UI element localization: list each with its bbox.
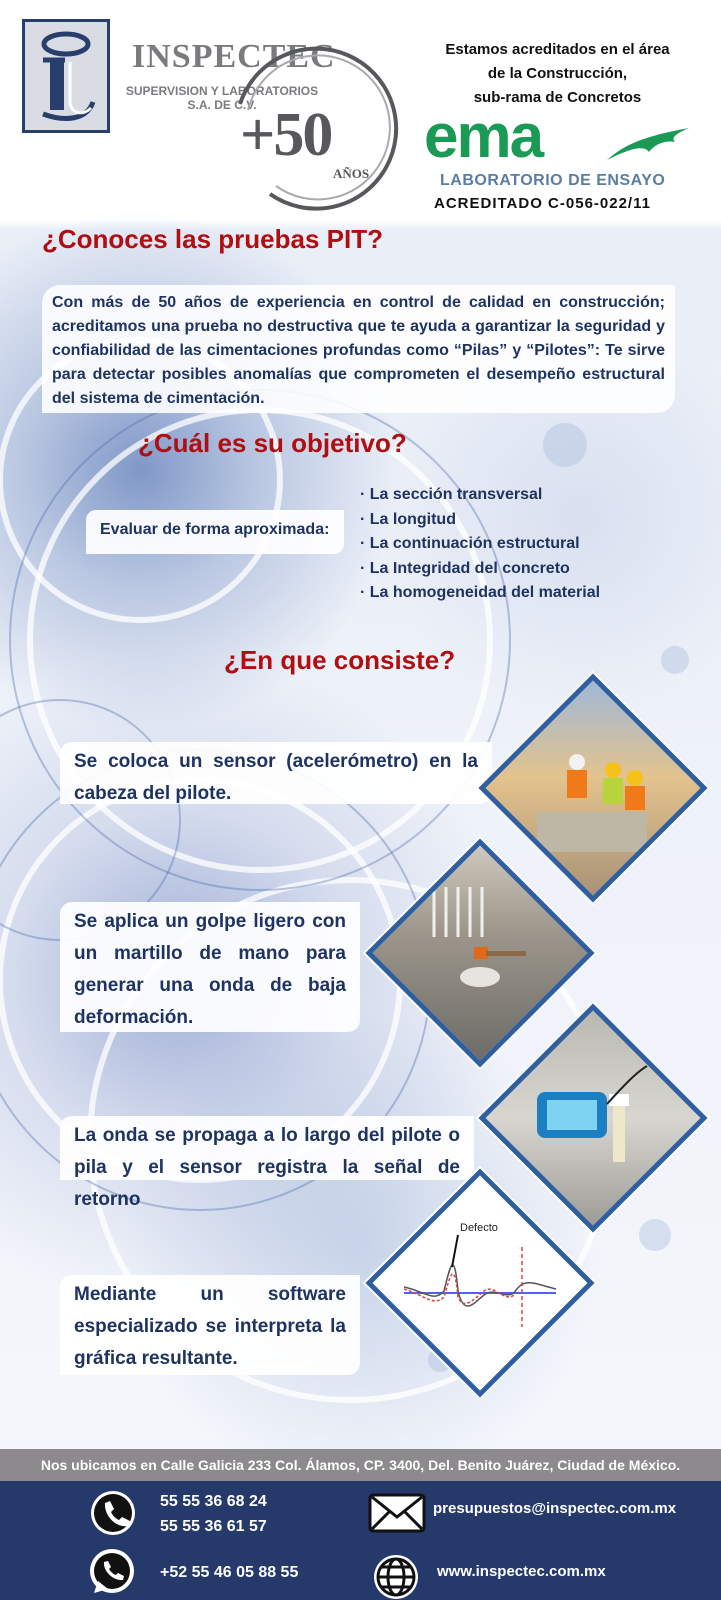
mail-icon	[368, 1493, 426, 1533]
process-title: ¿En que consiste?	[224, 645, 456, 675]
email-link[interactable]: presupuestos@inspectec.com.mx	[433, 1500, 677, 1517]
ema-eagle-icon	[605, 124, 691, 164]
list-item: · La continuación estructural	[360, 535, 580, 552]
globe-icon	[372, 1553, 420, 1600]
website-link[interactable]: www.inspectec.com.mx	[437, 1563, 606, 1580]
phone-number-1[interactable]: 55 55 36 68 24	[160, 1493, 267, 1510]
objective-list	[360, 483, 600, 606]
anniversary-word: AÑOS	[333, 166, 370, 181]
ema-logo: ema	[424, 102, 543, 171]
photo-workers-sensor	[478, 673, 707, 902]
workers-illustration	[486, 681, 701, 896]
list-item: · La sección transversal	[360, 486, 543, 503]
phone-number-2[interactable]: 55 55 36 61 57	[160, 1518, 267, 1535]
photo-pit-device	[478, 1003, 707, 1232]
ema-lab: LABORATORIO DE ENSAYO	[440, 172, 666, 189]
accreditation-line-1: Estamos acreditados en el área	[445, 41, 670, 58]
intro-text: Con más de 50 años de experiencia en control de calidad en construcción; acreditamos una prueba no destructiva que te ayuda a garantizar la seguridad y confiabilidad de las cimentaciones profundas como “Pilas” y “Pilotes”: Te sirve para detectar posibles anomalías que comprometen el desempeño estructural del sistema de cimentación.	[52, 294, 665, 407]
brand-subtitle-line-2: S.A. DE C.V.	[187, 98, 257, 112]
inspectec-logo-mark	[25, 22, 107, 130]
process-step-4	[60, 1275, 360, 1375]
graph-defect-label: Defecto	[460, 1222, 498, 1234]
whatsapp-number[interactable]: +52 55 46 05 88 55	[160, 1564, 299, 1581]
hammer-illustration	[373, 846, 588, 1061]
process-step-text: Se aplica un golpe ligero con un martillo de mano para generar una onda de baja deformación.	[74, 911, 346, 1028]
list-item: · La longitud	[360, 510, 456, 528]
whatsapp-icon	[87, 1547, 137, 1597]
process-step-1	[60, 742, 492, 804]
intro-title: ¿Conoces las pruebas PIT?	[42, 224, 383, 254]
accreditation-line-3: sub-rama de Concretos	[473, 89, 642, 106]
brand-subtitle-line-1: SUPERVISION Y LABORATORIOS	[125, 84, 319, 98]
intro-box	[42, 285, 675, 413]
address-bar: Nos ubicamos en Calle Galicia 233 Col. Álamos, CP. 3400, Del. Benito Juárez, Ciudad de México.	[0, 1449, 721, 1481]
process-step-text: Mediante un software especializado se interpreta la gráfica resultante.	[74, 1284, 346, 1369]
process-step-text: Se coloca un sensor (acelerómetro) en la cabeza del pilote.	[74, 751, 478, 804]
photo-hammer-strike	[365, 838, 594, 1067]
inspectec-logo	[22, 19, 110, 133]
accreditation-statement	[420, 38, 695, 110]
process-step-2	[60, 902, 360, 1032]
process-step-3	[60, 1116, 474, 1210]
objective-label: Evaluar de forma aproximada:	[86, 510, 344, 554]
objective-title: ¿Cuál es su objetivo?	[138, 428, 407, 458]
pit-device-illustration	[486, 1011, 701, 1226]
list-item: · La Integridad del concreto	[360, 559, 570, 577]
phone-icon	[90, 1490, 136, 1536]
list-item: · La homogeneidad del material	[360, 584, 601, 601]
accreditation-line-2: de la Construcción,	[487, 65, 628, 82]
process-step-text: La onda se propaga a lo largo del pilote o pila y el sensor registra la señal de retorno	[74, 1125, 460, 1210]
anniversary-number: +50	[240, 101, 332, 169]
brand-name: INSPECTEC	[132, 38, 336, 75]
ema-code: ACREDITADO C-056-022/11	[434, 195, 651, 212]
contact-panel	[0, 1481, 721, 1600]
